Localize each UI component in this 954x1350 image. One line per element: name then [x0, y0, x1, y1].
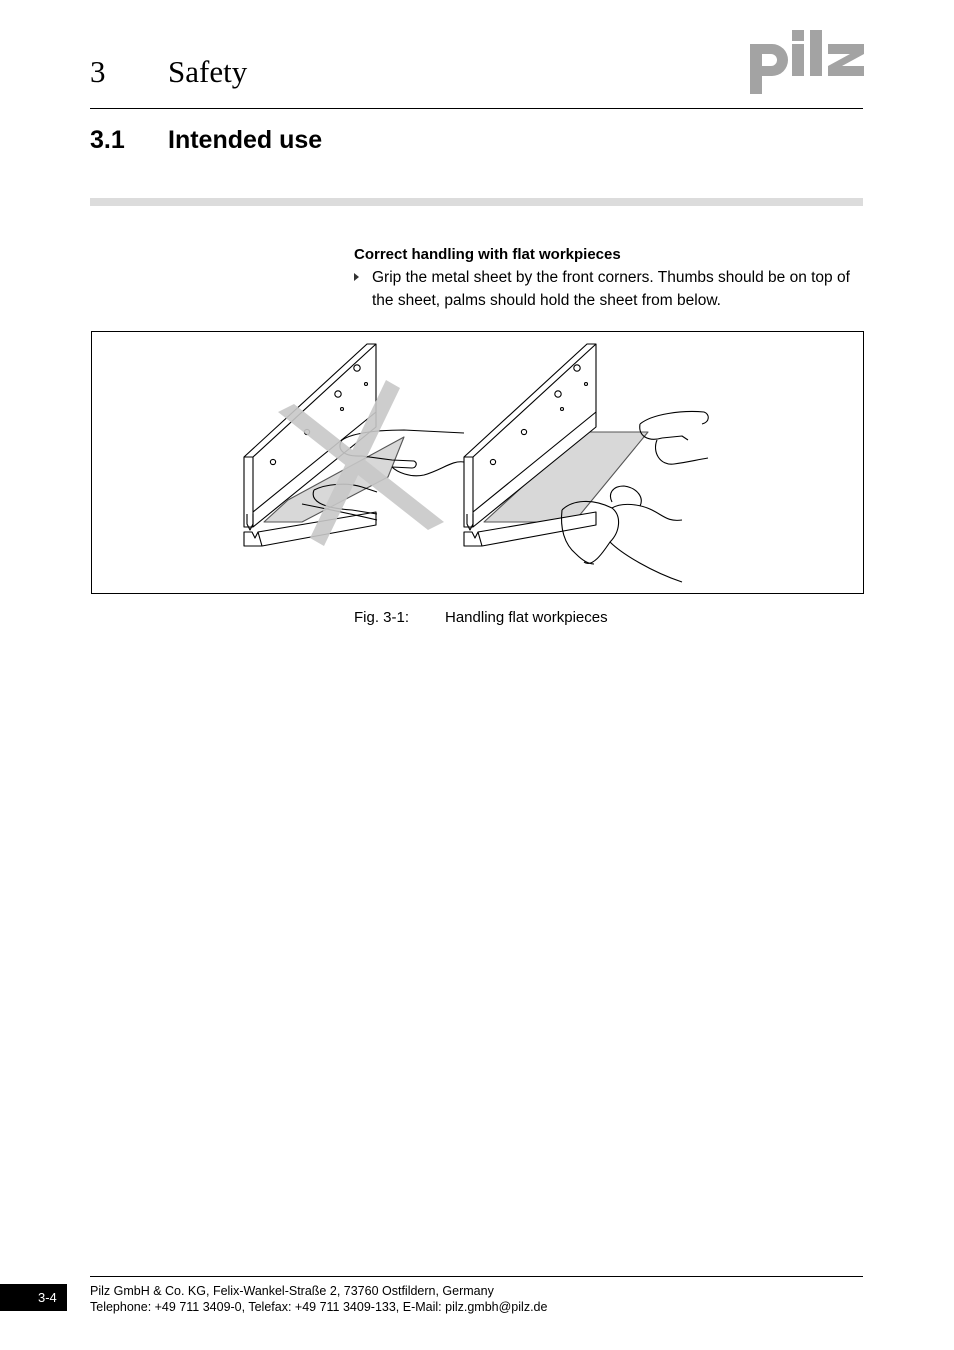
section-title: Intended use: [168, 126, 323, 154]
grey-divider-bar: [90, 198, 863, 206]
figure-box: [91, 331, 864, 594]
chapter-number: 3: [90, 54, 106, 89]
pilz-logo: [748, 30, 866, 96]
figure-illustration: [92, 332, 863, 593]
page-number: 3-4: [38, 1290, 57, 1305]
subheading: Correct handling with flat workpieces: [354, 246, 621, 263]
footer-address: Pilz GmbH & Co. KG, Felix-Wankel-Straße 2, 73760 Ostfildern, Germany: [90, 1284, 494, 1298]
header-rule: [90, 108, 863, 109]
page-tab: [0, 1284, 67, 1311]
figure-label: Fig. 3-1:: [354, 609, 410, 626]
right-press-brake: [464, 344, 708, 582]
section-number: 3.1: [90, 126, 125, 154]
chapter-title: Safety: [168, 54, 248, 89]
bullet-arrow-icon: [354, 273, 359, 281]
figure-caption: Handling flat workpieces: [445, 609, 608, 626]
footer-rule: [90, 1276, 863, 1277]
instruction-item: [354, 266, 864, 312]
instruction-text: Grip the metal sheet by the front corners. Thumbs should be on top of the sheet, palms should hold the sheet from below.: [372, 269, 850, 309]
footer-contact: Telephone: +49 711 3409-0, Telefax: +49 711 3409-133, E-Mail: pilz.gmbh@pilz.de: [90, 1300, 548, 1314]
